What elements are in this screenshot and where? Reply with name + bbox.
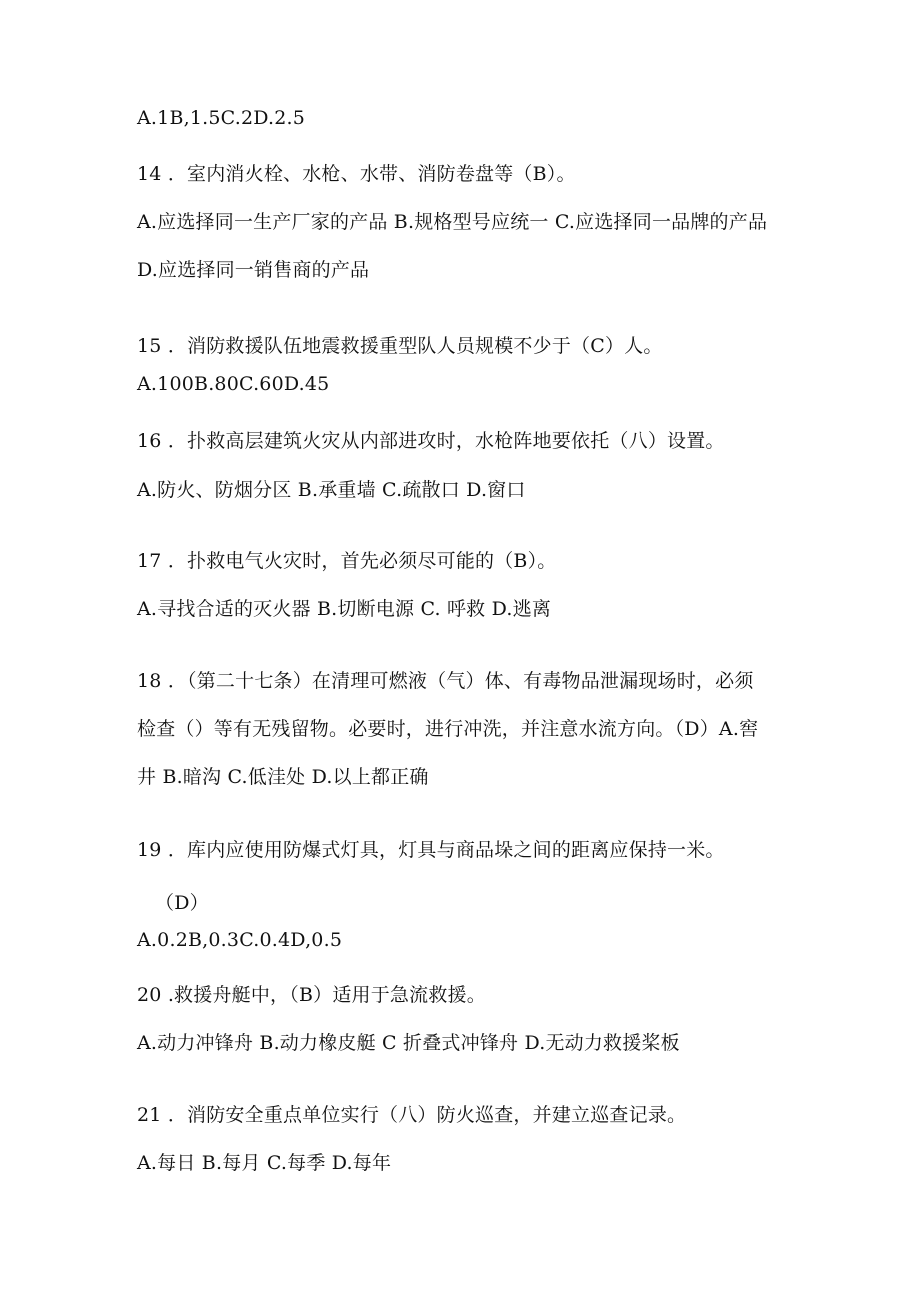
question-19-answer: （D） <box>155 892 209 914</box>
answer-options-14-line1: A.应选择同一生产厂家的产品 B.规格型号应统一 C.应选择同一品牌的产品 <box>137 211 768 233</box>
question-17: 17 ．扑救电气火灾时，首先必须尽可能的（B）。 <box>137 550 557 572</box>
answer-options-20: A.动力冲锋舟 B.动力橡皮艇 C 折叠式冲锋舟 D.无动力救援桨板 <box>137 1032 680 1054</box>
question-15: 15 ．消防救援队伍地震救援重型队人员规模不少于（C）人。 <box>137 335 663 357</box>
answer-options-16: A.防火、防烟分区 B.承重墙 C.疏散口 D.窗口 <box>137 479 526 501</box>
answer-options-17: A.寻找合适的灭火器 B.切断电源 C. 呼救 D.逃离 <box>137 598 552 620</box>
answer-options-13: A.1B,1.5C.2D.2.5 <box>137 107 306 129</box>
answer-options-14-line2: D.应选择同一销售商的产品 <box>137 259 370 281</box>
question-14: 14 ．室内消火栓、水枪、水带、消防卷盘等（B）。 <box>137 163 576 185</box>
answer-options-15: A.100B.80C.60D.45 <box>137 373 330 395</box>
question-20: 20 .救援舟艇中，（B）适用于急流救援。 <box>137 984 486 1006</box>
question-16: 16 ．扑救高层建筑火灾从内部进攻时，水枪阵地要依托（八）设置。 <box>137 430 725 452</box>
question-18-line3: 井 B.暗沟 C.低洼处 D.以上都正确 <box>137 766 429 788</box>
question-18-line1: 18 ．（第二十七条）在清理可燃液（气）体、有毒物品泄漏现场时，必须 <box>137 670 754 692</box>
question-18-line2: 检查（）等有无残留物。必要时，进行冲洗，并注意水流方向。（D）A.窖 <box>137 718 759 740</box>
answer-options-19: A.0.2B,0.3C.0.4D,0.5 <box>137 929 343 951</box>
answer-options-21: A.每日 B.每月 C.每季 D.每年 <box>137 1152 392 1174</box>
question-19: 19 ．库内应使用防爆式灯具，灯具与商品垛之间的距离应保持一米。 <box>137 839 725 861</box>
question-21: 21 ．消防安全重点单位实行（八）防火巡查，并建立巡查记录。 <box>137 1104 687 1126</box>
